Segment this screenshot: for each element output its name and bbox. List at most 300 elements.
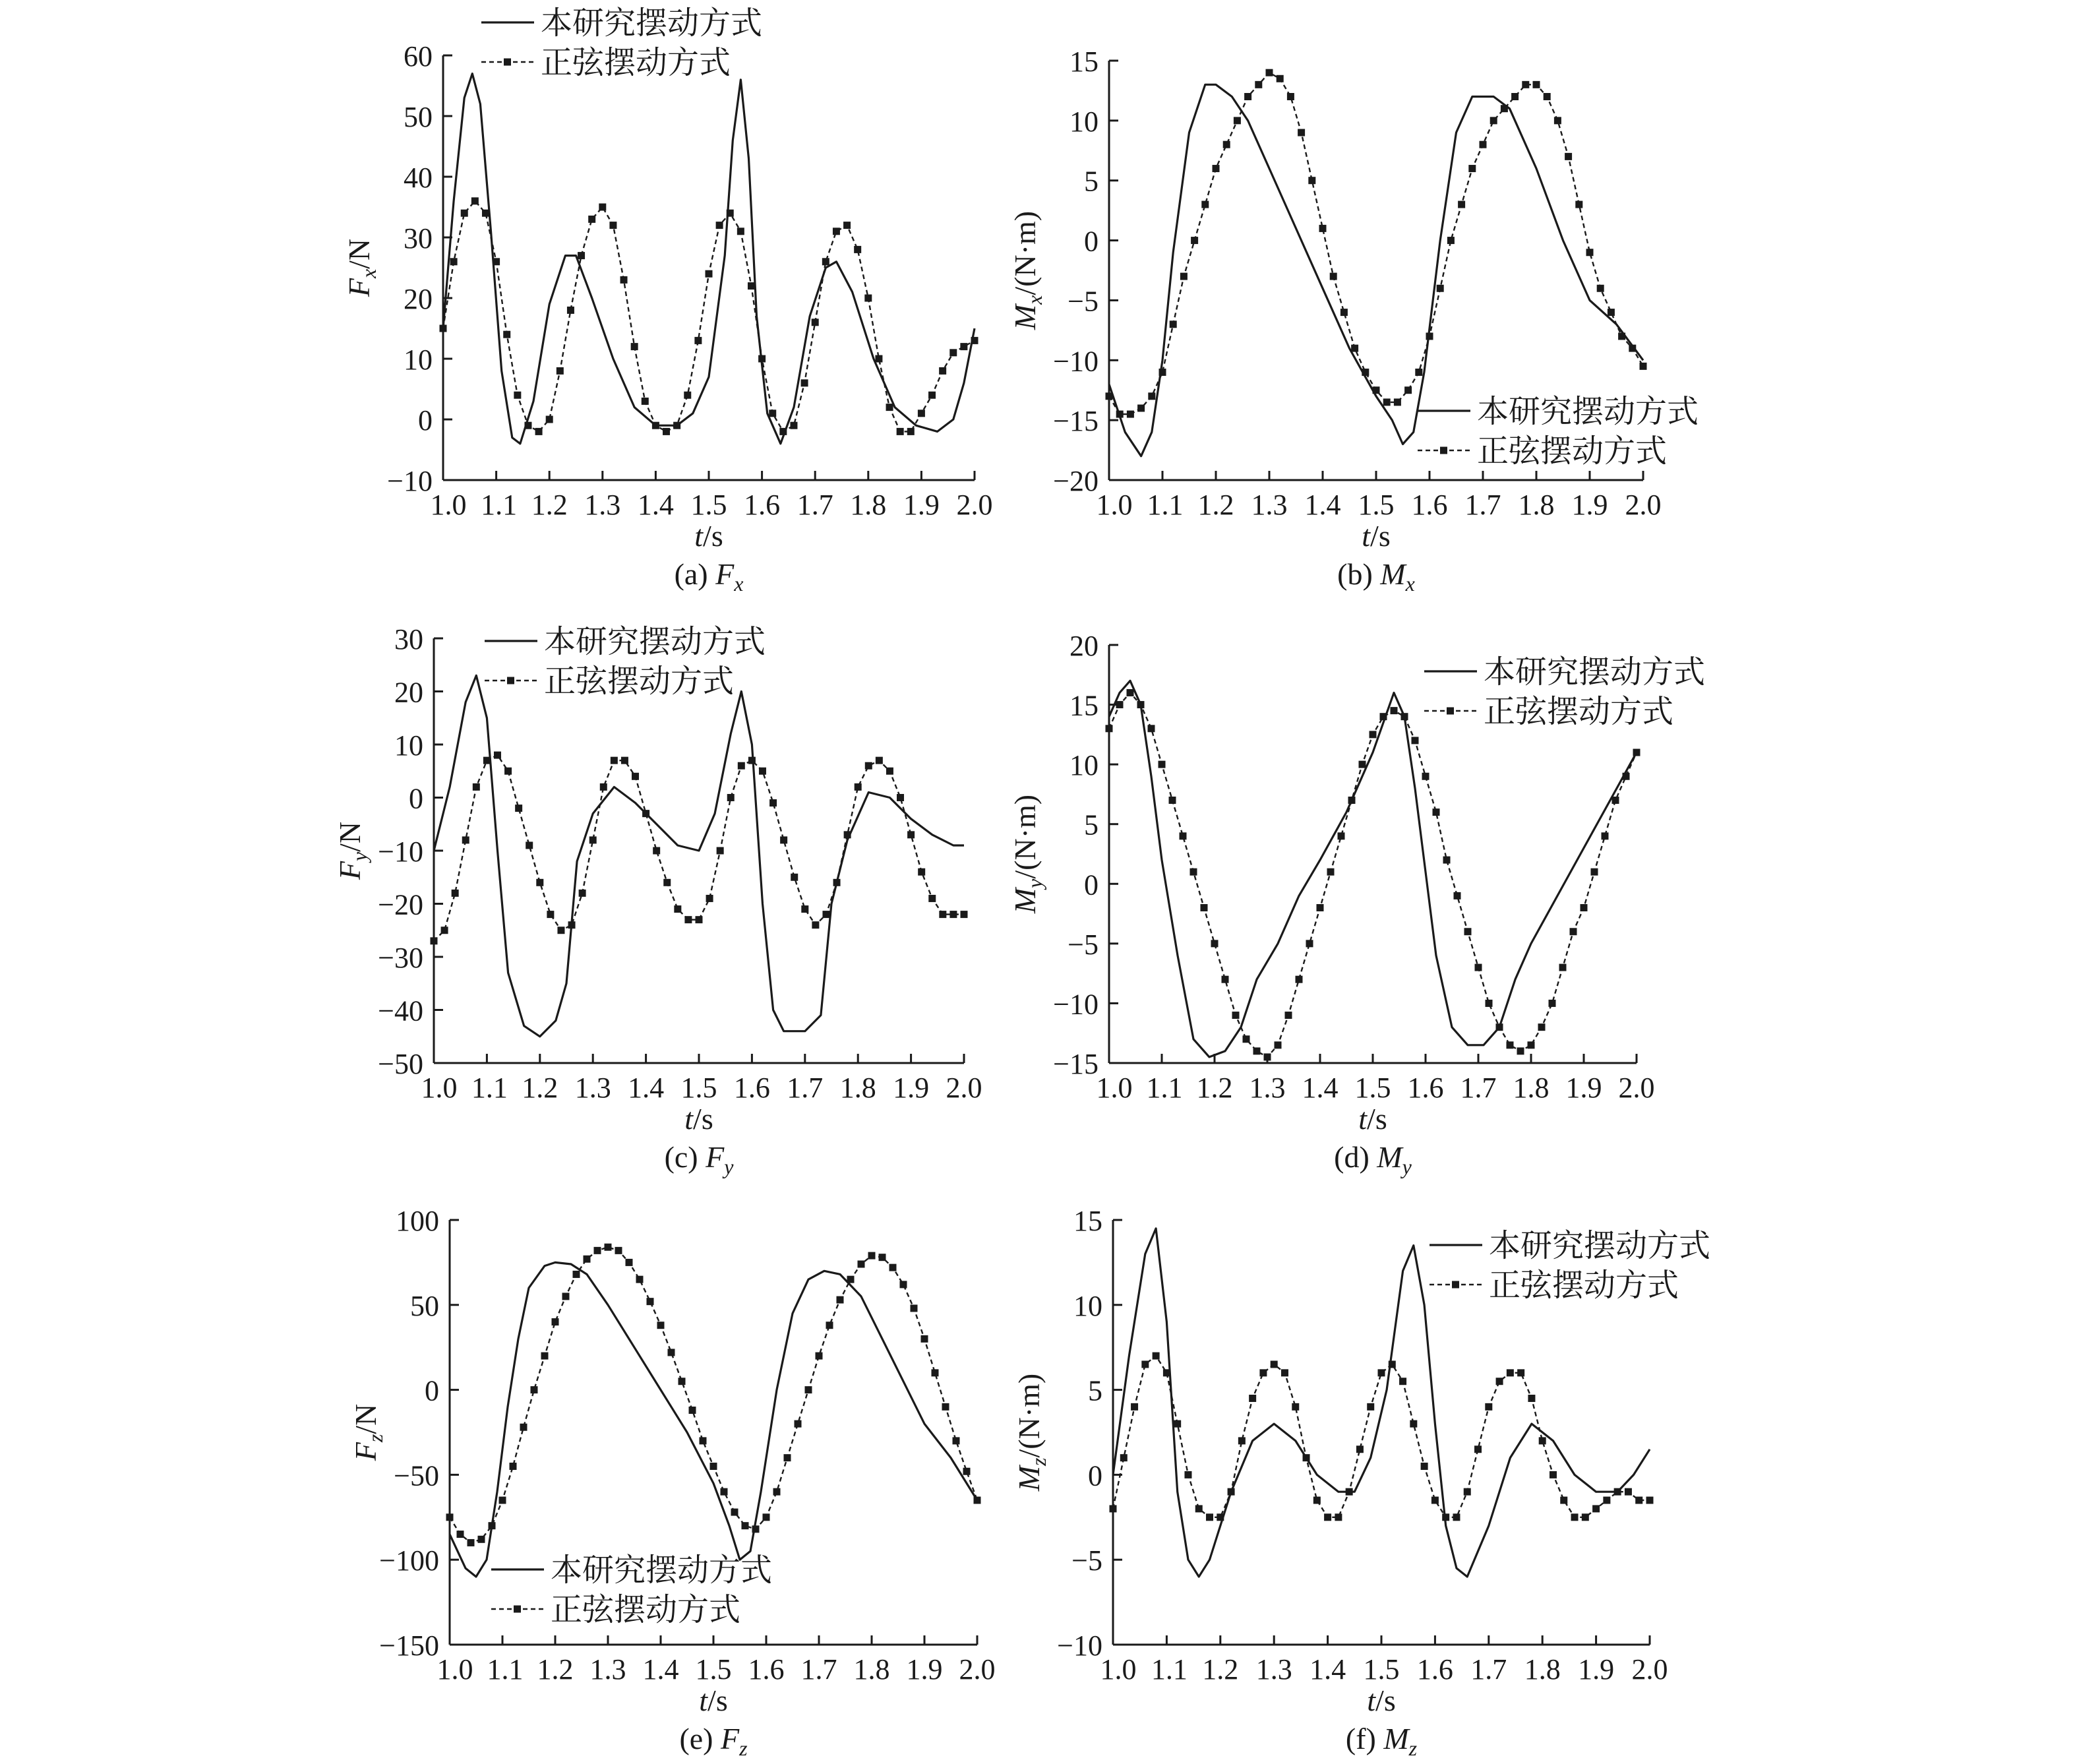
series-marker <box>769 799 777 806</box>
x-tick-label: 1.5 <box>695 1653 732 1686</box>
x-tick-label: 1.1 <box>1147 489 1184 521</box>
series-marker <box>1180 273 1188 280</box>
series-marker <box>1635 1497 1642 1504</box>
legend-label-dashed: 正弦摆动方式 <box>544 664 735 699</box>
series-marker <box>773 1488 781 1496</box>
series-marker <box>1335 1513 1342 1521</box>
series-marker <box>631 343 638 350</box>
x-tick-label: 1.0 <box>436 1653 473 1686</box>
series-marker <box>731 1509 738 1516</box>
series-marker <box>791 874 798 881</box>
series-marker <box>1612 797 1619 804</box>
series-marker <box>1485 1403 1492 1411</box>
series-marker <box>1159 761 1166 768</box>
series-marker <box>812 921 819 928</box>
legend-label-solid: 本研究摆动方式 <box>544 624 766 659</box>
series-marker <box>1306 940 1313 947</box>
series-marker <box>441 927 448 934</box>
y-tick-label: 15 <box>1069 689 1099 722</box>
series-marker <box>1389 1360 1396 1368</box>
series-marker <box>706 270 713 278</box>
series-marker <box>696 916 703 923</box>
x-tick-label: 1.3 <box>1249 1072 1286 1104</box>
y-tick-label: 10 <box>1069 105 1099 138</box>
series-marker <box>547 911 554 918</box>
series-marker <box>727 794 735 801</box>
series-marker <box>1475 964 1482 971</box>
series-marker <box>621 757 628 764</box>
series-marker <box>1244 93 1251 100</box>
y-tick-label: 0 <box>409 782 423 815</box>
series-marker <box>737 228 744 235</box>
series-marker <box>1602 832 1609 839</box>
series-marker <box>1373 386 1380 394</box>
y-tick-label: −5 <box>1068 928 1099 961</box>
x-tick-label: 1.3 <box>574 1072 611 1104</box>
x-tick-label: 1.6 <box>748 1653 785 1686</box>
y-tick-label: −10 <box>1053 988 1099 1021</box>
series-marker <box>520 1424 527 1431</box>
series-marker <box>780 836 787 843</box>
legend-label-dashed: 正弦摆动方式 <box>541 46 731 80</box>
x-axis-label: t/s <box>1362 519 1391 553</box>
y-tick-label: −10 <box>387 465 433 497</box>
x-tick-label: 2.0 <box>1631 1653 1668 1686</box>
series-marker <box>1528 1041 1535 1049</box>
x-tick-label: 1.3 <box>1255 1653 1292 1686</box>
series-marker <box>868 1252 876 1260</box>
series-marker <box>471 197 479 204</box>
series-marker <box>632 773 639 780</box>
x-tick-label: 1.8 <box>850 489 887 521</box>
series-marker <box>1559 964 1567 971</box>
x-axis-label: t/s <box>1367 1684 1396 1717</box>
series-marker <box>1517 1047 1524 1054</box>
x-tick-label: 1.7 <box>797 489 833 521</box>
series-marker <box>1120 1454 1128 1461</box>
series-marker <box>1190 868 1197 876</box>
series-marker <box>886 404 893 411</box>
y-axis-label: $F_y/N$ <box>333 821 371 880</box>
x-tick-label: 2.0 <box>1618 1072 1655 1104</box>
series-marker <box>1232 1012 1240 1019</box>
series-marker <box>700 1437 707 1444</box>
x-tick-label: 1.5 <box>1363 1653 1400 1686</box>
x-tick-label: 1.5 <box>1358 489 1395 521</box>
series-marker <box>928 895 936 902</box>
series-marker <box>1266 69 1273 76</box>
series-marker <box>1238 1437 1246 1444</box>
legend-label-dashed: 正弦摆动方式 <box>1484 694 1674 729</box>
series-marker <box>494 752 501 759</box>
x-tick-label: 1.4 <box>1304 489 1341 521</box>
y-tick-label: 10 <box>1073 1289 1102 1322</box>
series-marker <box>1511 93 1519 100</box>
series-marker <box>1106 392 1113 400</box>
series-marker <box>1464 928 1472 935</box>
series-marker <box>1592 1505 1600 1512</box>
series-marker <box>727 210 734 217</box>
series-marker <box>763 1513 770 1521</box>
series-marker <box>1415 369 1422 376</box>
x-tick-label: 1.5 <box>680 1072 717 1104</box>
x-tick-label: 1.0 <box>1096 1072 1133 1104</box>
series-marker <box>907 831 915 838</box>
series-marker <box>1338 832 1345 839</box>
y-tick-label: 0 <box>425 1374 439 1407</box>
series-marker <box>1148 725 1155 732</box>
series-marker <box>1174 1420 1181 1428</box>
series-marker <box>515 805 522 812</box>
series-marker <box>1623 773 1630 780</box>
series-marker <box>963 1468 971 1475</box>
y-tick-label: −15 <box>1053 405 1099 438</box>
series-marker <box>1127 689 1134 696</box>
series-marker <box>1253 1047 1261 1054</box>
series-marker <box>1421 1463 1428 1470</box>
series-marker <box>1169 797 1176 804</box>
series-marker <box>1539 1437 1546 1444</box>
series-marker <box>805 1386 812 1393</box>
x-tick-label: 1.9 <box>1571 489 1608 521</box>
series-marker <box>822 258 829 265</box>
series-marker <box>879 1254 886 1261</box>
x-tick-label: 1.1 <box>1151 1653 1188 1686</box>
panel-caption: (e) $F_z$ <box>679 1722 748 1760</box>
series-marker <box>499 1497 506 1504</box>
x-tick-label: 1.9 <box>1578 1653 1615 1686</box>
series-marker <box>1303 1454 1310 1461</box>
series-marker <box>493 258 500 265</box>
series-marker <box>1554 117 1561 124</box>
series-marker <box>440 325 447 332</box>
series-marker <box>949 911 957 918</box>
y-tick-label: 30 <box>394 623 423 655</box>
x-tick-label: 1.0 <box>1100 1653 1137 1686</box>
series-marker <box>1292 1403 1299 1411</box>
y-tick-label: −30 <box>378 942 423 974</box>
y-tick-label: 0 <box>418 404 433 437</box>
series-marker <box>801 905 808 913</box>
series-marker <box>1391 707 1398 714</box>
series-marker <box>759 768 766 775</box>
series-marker <box>1570 928 1577 935</box>
series-marker <box>921 1335 928 1343</box>
y-tick-label: −10 <box>1057 1629 1102 1662</box>
legend-label-dashed: 正弦摆动方式 <box>551 1593 741 1627</box>
x-tick-label: 1.5 <box>1354 1072 1391 1104</box>
series-marker <box>1571 1513 1579 1521</box>
series-marker <box>844 831 851 838</box>
series-marker <box>918 410 925 417</box>
series-marker <box>790 422 797 429</box>
y-tick-label: 5 <box>1084 165 1099 198</box>
series-marker <box>1249 1395 1256 1402</box>
y-tick-label: 5 <box>1084 808 1099 841</box>
y-tick-label: −20 <box>378 888 423 921</box>
x-tick-label: 1.8 <box>1524 1653 1561 1686</box>
series-marker <box>657 1322 665 1329</box>
series-marker <box>615 1247 622 1254</box>
series-marker <box>1222 976 1229 983</box>
series-marker <box>1629 345 1636 352</box>
series-marker <box>971 337 978 344</box>
series-marker <box>748 757 756 764</box>
series-marker <box>663 428 670 435</box>
series-marker <box>567 307 574 314</box>
x-tick-label: 1.7 <box>800 1653 837 1686</box>
x-tick-label: 1.4 <box>1302 1072 1339 1104</box>
series-marker <box>858 1260 865 1267</box>
y-tick-label: 10 <box>404 344 433 376</box>
series-marker <box>1565 153 1572 160</box>
series-marker <box>1501 105 1508 112</box>
series-marker <box>865 762 872 770</box>
series-marker <box>1560 1497 1567 1504</box>
x-tick-label: 2.0 <box>1625 489 1662 521</box>
y-tick-label: −150 <box>379 1629 439 1662</box>
series-marker <box>1443 857 1451 864</box>
y-tick-label: 20 <box>1069 630 1099 662</box>
series-marker <box>1163 1369 1170 1376</box>
series-marker <box>461 210 468 217</box>
series-marker <box>1496 1378 1503 1385</box>
x-tick-label: 1.4 <box>628 1072 665 1104</box>
series-marker <box>673 422 680 429</box>
y-axis-label: $F_z/N$ <box>349 1403 387 1461</box>
y-tick-label: 10 <box>394 729 423 762</box>
series-marker <box>1640 363 1647 370</box>
series-marker <box>1217 1513 1224 1521</box>
x-tick-label: 2.0 <box>956 489 993 521</box>
series-marker <box>579 890 586 897</box>
x-tick-label: 1.0 <box>1096 489 1133 521</box>
series-marker <box>588 216 595 223</box>
x-axis-label: t/s <box>699 1684 728 1717</box>
x-tick-label: 1.2 <box>531 489 568 521</box>
x-tick-label: 1.9 <box>1565 1072 1602 1104</box>
series-marker <box>961 911 968 918</box>
x-tick-label: 1.4 <box>642 1653 679 1686</box>
series-marker <box>504 768 512 775</box>
series-marker <box>1317 904 1324 911</box>
series-marker <box>535 428 543 435</box>
x-axis-label: t/s <box>684 1102 713 1136</box>
x-tick-label: 1.4 <box>1309 1653 1346 1686</box>
series-marker <box>589 836 597 843</box>
series-marker <box>546 416 553 423</box>
series-marker <box>431 937 438 944</box>
series-marker <box>1575 201 1582 208</box>
y-tick-label: 10 <box>1069 749 1099 782</box>
x-tick-label: 1.0 <box>421 1072 458 1104</box>
series-marker <box>1298 129 1305 137</box>
series-marker <box>694 337 702 344</box>
series-marker <box>626 1259 633 1266</box>
series-marker <box>706 895 713 902</box>
series-marker <box>1401 713 1408 720</box>
y-tick-label: −10 <box>1053 345 1099 378</box>
series-marker <box>822 911 829 918</box>
series-marker <box>457 1531 464 1538</box>
series-marker <box>1496 1023 1503 1031</box>
x-tick-label: 1.2 <box>1196 1072 1233 1104</box>
series-marker <box>1404 386 1412 394</box>
x-tick-label: 1.0 <box>430 489 467 521</box>
series-marker <box>1422 773 1430 780</box>
series-marker <box>1550 1471 1557 1478</box>
series-marker <box>876 757 883 764</box>
series-marker <box>1433 808 1440 816</box>
x-tick-label: 1.1 <box>471 1072 508 1104</box>
series-marker <box>918 868 925 876</box>
legend-label-solid: 本研究摆动方式 <box>1477 394 1699 429</box>
x-tick-label: 1.8 <box>1518 489 1555 521</box>
y-tick-label: 100 <box>396 1205 439 1237</box>
series-marker <box>557 927 564 934</box>
legend-marker-dashed <box>1447 708 1454 715</box>
series-marker <box>578 252 585 259</box>
series-marker <box>748 282 755 289</box>
series-marker <box>1454 892 1461 899</box>
series-marker <box>1319 225 1327 232</box>
series-marker <box>1591 868 1598 876</box>
series-marker <box>1410 1420 1417 1428</box>
x-tick-label: 1.9 <box>906 1653 943 1686</box>
series-marker <box>843 222 851 229</box>
series-marker <box>1277 75 1284 82</box>
y-tick-label: 0 <box>1088 1459 1102 1492</box>
y-tick-label: 15 <box>1073 1205 1102 1237</box>
y-axis-label: $M_x/(N\cdot m)$ <box>1008 210 1046 330</box>
series-marker <box>636 1276 644 1283</box>
series-marker <box>1603 1497 1610 1504</box>
series-marker <box>1538 1023 1546 1031</box>
series-marker <box>1437 285 1444 292</box>
x-tick-label: 1.9 <box>903 489 940 521</box>
series-marker <box>1201 201 1209 208</box>
x-tick-label: 1.9 <box>893 1072 930 1104</box>
series-marker <box>1287 93 1294 100</box>
series-marker <box>758 355 766 363</box>
series-marker <box>1308 177 1315 184</box>
series-marker <box>1399 1378 1406 1385</box>
series-marker <box>721 1488 728 1496</box>
series-marker <box>1223 141 1230 148</box>
series-marker <box>907 428 915 435</box>
series-marker <box>1468 165 1476 172</box>
panel-caption: (d) $M_y$ <box>1334 1140 1412 1178</box>
series-marker <box>452 890 459 897</box>
series-marker <box>1394 398 1401 406</box>
series-marker <box>801 379 808 386</box>
series-marker <box>609 222 617 229</box>
series-marker <box>1184 1471 1191 1478</box>
y-tick-label: −15 <box>1053 1048 1099 1080</box>
panel-caption: (a) $F_x$ <box>674 557 744 595</box>
series-marker <box>526 841 533 849</box>
x-tick-label: 1.6 <box>1416 1653 1453 1686</box>
series-marker <box>689 1407 696 1414</box>
y-tick-label: 30 <box>404 222 433 255</box>
legend-label-solid: 本研究摆动方式 <box>541 6 763 41</box>
legend-marker-dashed <box>504 59 511 66</box>
series-marker <box>1367 1403 1374 1411</box>
series-marker <box>620 276 628 284</box>
series-marker <box>1490 117 1497 124</box>
series-marker <box>1275 1041 1282 1049</box>
x-tick-label: 1.1 <box>481 489 518 521</box>
series-marker <box>1362 369 1369 376</box>
series-marker <box>1259 1369 1267 1376</box>
series-marker <box>552 1318 559 1325</box>
series-marker <box>816 1353 823 1360</box>
series-marker <box>1370 731 1377 738</box>
series-marker <box>1285 1012 1292 1019</box>
series-marker <box>1351 345 1358 352</box>
legend-label-solid: 本研究摆动方式 <box>551 1553 773 1588</box>
series-marker <box>446 1513 454 1521</box>
x-tick-label: 1.1 <box>1146 1072 1183 1104</box>
series-marker <box>1474 1445 1482 1453</box>
series-marker <box>1330 273 1337 280</box>
series-marker <box>1180 832 1187 839</box>
series-marker <box>611 757 618 764</box>
series-marker <box>653 847 660 855</box>
series-marker <box>1213 165 1220 172</box>
series-marker <box>594 1247 601 1254</box>
series-marker <box>1191 237 1198 244</box>
series-marker <box>1116 701 1124 708</box>
series-marker <box>889 1264 897 1271</box>
x-tick-label: 1.2 <box>1202 1653 1239 1686</box>
legend-label-dashed: 正弦摆动方式 <box>1477 434 1668 469</box>
series-marker <box>1580 904 1588 911</box>
series-marker <box>1201 904 1208 911</box>
x-axis-label: t/s <box>694 519 723 553</box>
series-marker <box>847 1276 855 1283</box>
series-marker <box>911 1304 918 1312</box>
series-marker <box>1453 1513 1460 1521</box>
series-marker <box>1426 332 1433 340</box>
x-tick-label: 1.6 <box>1411 489 1448 521</box>
x-tick-label: 1.6 <box>1407 1072 1444 1104</box>
legend-label-dashed: 正弦摆动方式 <box>1489 1268 1679 1303</box>
series-marker <box>1127 411 1134 418</box>
series-marker <box>1106 725 1113 732</box>
y-tick-label: 40 <box>404 162 433 194</box>
series-marker <box>1522 81 1529 88</box>
series-marker <box>833 879 841 886</box>
y-axis-label: $F_x/N$ <box>342 238 380 297</box>
series-marker <box>742 1522 749 1529</box>
series-marker <box>939 911 946 918</box>
series-marker <box>1447 237 1455 244</box>
series-marker <box>1528 1395 1535 1402</box>
series-marker <box>1131 1403 1138 1411</box>
x-tick-label: 1.8 <box>853 1653 890 1686</box>
legend-label-solid: 本研究摆动方式 <box>1484 655 1706 690</box>
series-marker <box>1625 1488 1632 1496</box>
series-marker <box>1646 1497 1654 1504</box>
x-tick-label: 1.4 <box>637 489 674 521</box>
series-marker <box>1614 1488 1621 1496</box>
series-marker <box>524 422 531 429</box>
series-marker <box>1356 1445 1364 1453</box>
series-marker <box>1313 1497 1321 1504</box>
x-tick-label: 1.7 <box>787 1072 824 1104</box>
series-marker <box>752 1525 760 1533</box>
